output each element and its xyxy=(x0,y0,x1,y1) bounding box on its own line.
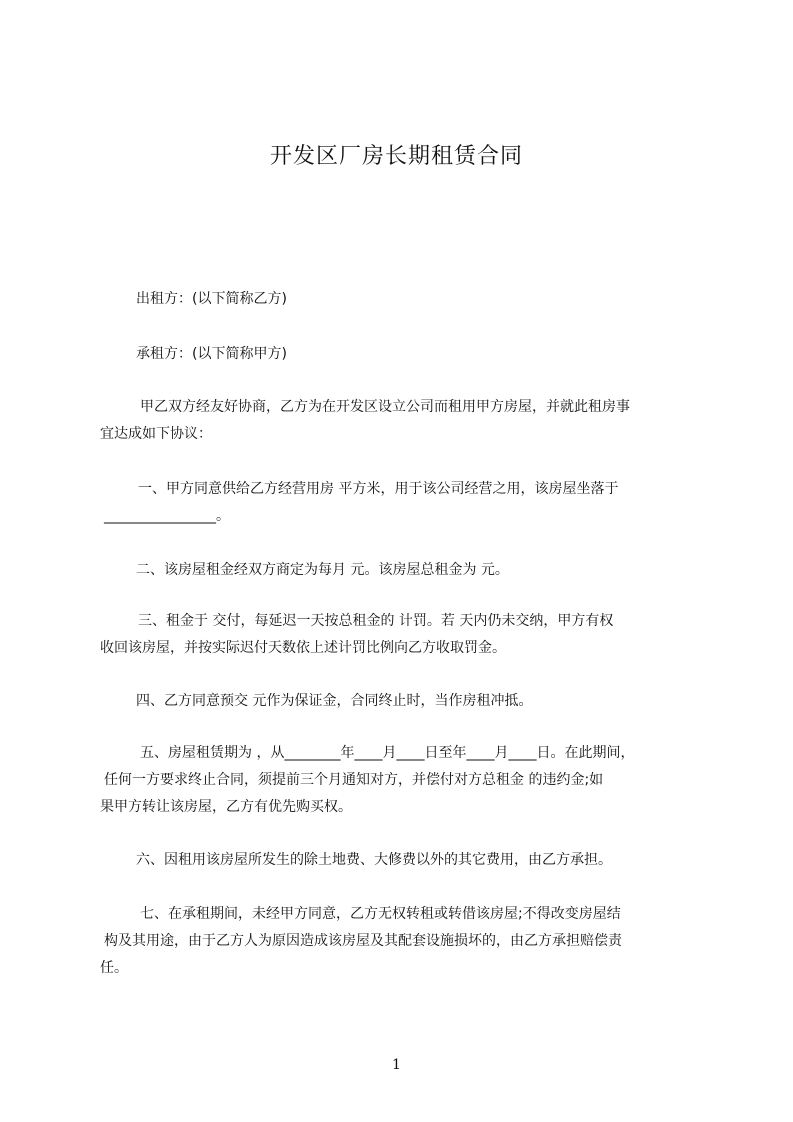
lessor-line xyxy=(136,286,746,313)
clause-line: 构及其用途，由于乙方人为原因造成该房屋及其配套设施损坏的，由乙方承担赔偿责 xyxy=(104,933,622,949)
lessee-text: 承租方：(以下简称甲方) xyxy=(136,346,287,362)
intro-paragraph xyxy=(100,394,710,448)
clause-4 xyxy=(136,688,746,715)
intro-line: 甲乙双方经友好协商，乙方为在开发区设立公司而租用甲方房屋，并就此租房事 xyxy=(140,399,630,415)
clause-line: 二、该房屋租金经双方商定为每月 元。该房屋总租金为 元。 xyxy=(136,562,509,578)
clause-7 xyxy=(100,901,710,982)
clause-2 xyxy=(136,557,746,584)
intro-line: 宜达成如下协议： xyxy=(100,426,212,442)
clause-line: 一、甲方同意供给乙方经营用房 平方米，用于该公司经营之用，该房屋坐落于 xyxy=(138,481,619,497)
clause-line: 果甲方转让该房屋，乙方有优先购买权。 xyxy=(100,799,352,815)
document-title: 开发区厂房长期租赁合同 xyxy=(269,144,523,169)
clause-line: 三、租金于 交付，每延迟一天按总租金的 计罚。若 天内仍未交纳，甲方有权 xyxy=(138,613,614,629)
clause-line: 任何一方要求终止合同，须提前三个月通知对方，并偿付对方总租金 的违约金;如 xyxy=(104,772,604,788)
clause-6 xyxy=(136,847,746,874)
clause-line: 七、在承租期间，未经甲方同意，乙方无权转租或转借该房屋;不得改变房屋结 xyxy=(140,906,621,922)
clause-line: 五、房屋租赁期为 ，从________年____月____日至年____月____日。在此期间， xyxy=(140,745,635,761)
clause-3 xyxy=(100,608,710,662)
page-number: 1 xyxy=(392,1057,401,1073)
clause-line: 收回该房屋，并按实际迟付天数依上述计罚比例向乙方收取罚金。 xyxy=(100,640,506,656)
clause-1 xyxy=(100,476,710,530)
clause-line: ________________。 xyxy=(104,508,230,524)
clause-line: 任。 xyxy=(100,960,128,976)
lessee-line xyxy=(136,341,746,368)
lessor-text: 出租方：(以下简称乙方) xyxy=(136,291,287,307)
clause-line: 六、因租用该房屋所发生的除土地费、大修费以外的其它费用，由乙方承担。 xyxy=(136,852,612,868)
clause-line: 四、乙方同意预交 元作为保证金，合同终止时，当作房租冲抵。 xyxy=(136,693,533,709)
clause-5 xyxy=(100,740,710,821)
